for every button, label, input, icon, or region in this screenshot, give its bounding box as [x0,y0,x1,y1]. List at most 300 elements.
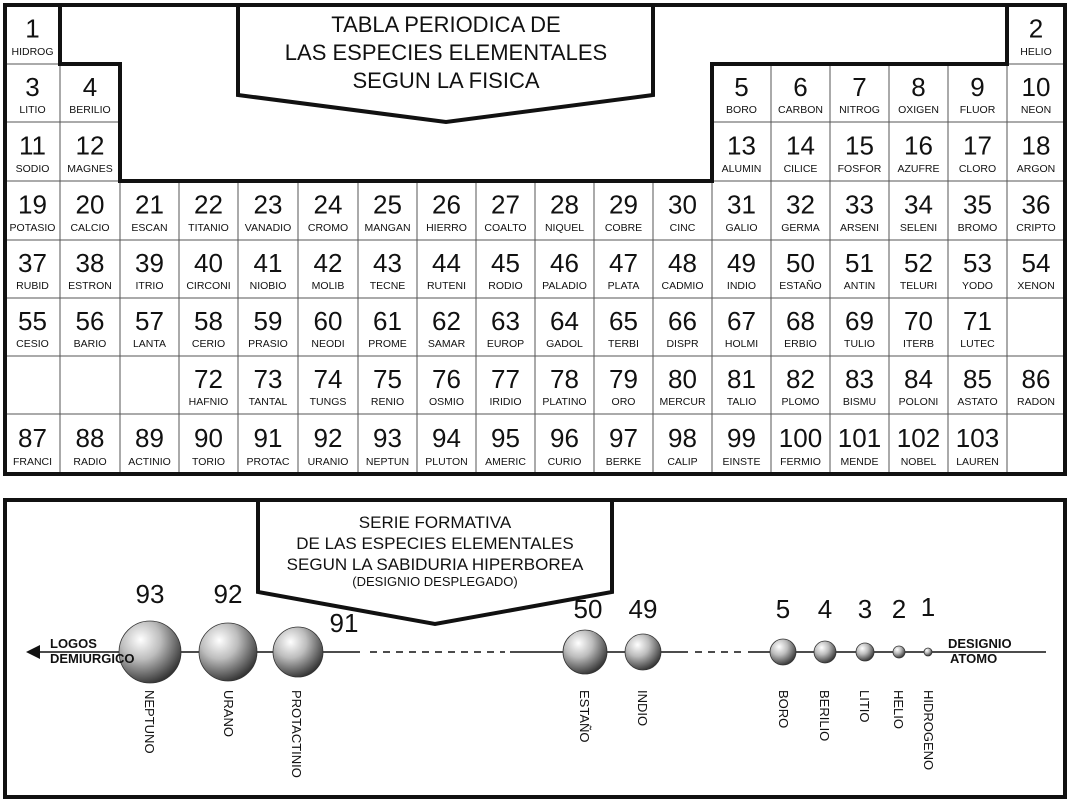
element-cell [238,298,298,356]
element-name: COALTO [484,222,527,234]
element-name: CESIO [16,338,49,350]
element-name: XENON [1017,280,1055,292]
sphere-number: 2 [891,594,907,624]
element-name: LANTA [132,338,167,350]
element-cell [358,414,417,474]
element-cell [948,64,1007,122]
element-number: 23 [253,189,283,220]
element-number: 66 [668,305,697,336]
element-name: TECNE [369,280,406,292]
element-name: FRANCI [12,456,53,468]
element-number: 28 [550,189,579,220]
element-cell [358,356,417,414]
element-cell [417,240,476,298]
element-cell [120,356,179,414]
element-name: NOBEL [900,456,937,468]
sphere-name: NEPTUNO [142,690,157,754]
element-number: 50 [786,247,815,278]
logos-label-line-2: DEMIURGICO [50,651,135,666]
element-cell [535,356,594,414]
element-number: 102 [896,423,941,453]
element-number: 48 [668,247,697,278]
element-number: 81 [727,363,756,394]
element-number: 9 [970,71,985,102]
element-cell [948,356,1007,414]
element-cell [476,356,535,414]
element-name: CINC [669,222,696,234]
element-cell [712,64,771,122]
element-number: 101 [837,423,882,453]
series-title-line-2: DE LAS ESPECIES ELEMENTALES [296,534,574,553]
element-name: AMERIC [485,456,526,468]
element-name: MERCUR [659,396,706,408]
element-number: 90 [194,423,223,453]
element-cell [60,356,120,414]
element-number: 59 [253,305,283,336]
element-name: BERKE [605,456,642,468]
element-name: CROMO [307,222,349,234]
table-title-line-3: SEGUN LA FISICA [352,68,540,93]
element-cell [830,414,889,474]
element-number: 64 [550,305,579,336]
element-cell [712,181,771,240]
element-cell [889,64,948,122]
element-number: 100 [778,423,823,453]
element-cell [5,356,60,414]
element-cell [535,240,594,298]
element-number: 88 [75,423,105,453]
element-cell [535,181,594,240]
element-number: 24 [313,189,343,220]
table-title-line-2: LAS ESPECIES ELEMENTALES [284,40,608,65]
element-name: TELURI [899,280,938,292]
element-number: 5 [734,71,749,102]
element-sphere [856,594,874,723]
element-name: NEODI [311,338,345,350]
element-cell [889,414,948,474]
element-name: ORO [611,396,636,408]
element-number: 29 [609,189,638,220]
element-name: MENDE [840,456,879,468]
element-name: HAFNIO [188,396,229,408]
sphere-name: BERILIO [817,690,832,742]
element-number: 93 [373,423,402,453]
element-cell [476,181,535,240]
element-name: PALADIO [542,280,587,292]
element-name: ITRIO [135,280,164,292]
sphere-number: 4 [817,594,833,624]
element-cell [948,414,1007,474]
element-number: 8 [911,71,926,102]
element-cell [5,5,60,64]
element-name: MAGNES [67,163,113,175]
element-number: 30 [668,189,697,220]
element-cell [594,298,653,356]
element-number: 87 [18,423,47,453]
sphere-name: HELIO [891,690,906,730]
element-cell [771,356,830,414]
element-cell [1007,298,1065,356]
element-name: HIERRO [426,222,467,234]
formative-series-diagram [0,490,1070,800]
element-number: 79 [609,363,638,394]
element-number: 73 [253,363,283,394]
element-name: FERMIO [780,456,821,468]
element-name: CIRCONI [186,280,231,292]
element-cell [712,122,771,181]
element-name: RUBID [16,280,49,292]
element-number: 27 [491,189,520,220]
sphere-name: URANO [221,690,236,737]
element-cell [948,122,1007,181]
sphere-icon [770,639,796,665]
sphere-number: 3 [857,594,873,624]
element-cell [5,240,60,298]
element-name: SELENI [899,222,938,234]
element-name: ERBIO [784,338,817,350]
element-number: 96 [550,423,579,453]
element-number: 84 [904,363,933,394]
sphere-name: ESTAÑO [577,690,592,743]
element-number: 43 [373,247,402,278]
element-cell [298,356,358,414]
element-number: 75 [373,363,402,394]
element-number: 35 [963,189,992,220]
element-name: CALIP [667,456,698,468]
series-title-line-3: SEGUN LA SABIDURIA HIPERBOREA [286,555,584,574]
element-name: NEPTUN [365,456,410,468]
element-number: 10 [1021,71,1051,102]
element-cell [653,414,712,474]
element-number: 12 [75,130,105,161]
element-cell [417,414,476,474]
element-number: 60 [313,305,343,336]
element-number: 41 [253,247,283,278]
element-number: 4 [82,71,98,102]
element-number: 22 [194,189,223,220]
element-name: BARIO [73,338,107,350]
element-cell [298,298,358,356]
element-name: RUTENI [426,280,467,292]
element-cell [417,356,476,414]
element-cell [120,298,179,356]
element-name: ARGON [1016,163,1056,175]
element-cell [830,356,889,414]
element-name: RODIO [488,280,523,292]
element-number: 17 [963,130,992,161]
element-number: 33 [845,189,874,220]
element-cell [948,240,1007,298]
element-number: 31 [727,189,756,220]
designio-label-line-1: DESIGNIO [948,636,1012,651]
sphere-icon [273,627,323,677]
element-name: RADON [1017,396,1055,408]
element-name: ESCAN [131,222,168,234]
element-number: 68 [786,305,815,336]
element-name: CALCIO [70,222,110,234]
element-number: 26 [432,189,461,220]
sphere-icon [563,630,607,674]
element-name: BISMU [842,396,877,408]
element-cell [535,298,594,356]
element-cell [653,240,712,298]
element-number: 7 [852,71,867,102]
element-cell [120,240,179,298]
element-name: INDIO [726,280,757,292]
element-name: YODO [962,280,993,292]
element-cell [298,414,358,474]
element-number: 83 [845,363,874,394]
element-name: FLUOR [959,104,996,116]
element-name: EUROP [486,338,525,350]
element-name: ITERB [903,338,934,350]
element-cell [830,181,889,240]
element-name: PLOMO [781,396,820,408]
element-number: 21 [135,189,164,220]
element-number: 45 [491,247,520,278]
element-cell [60,122,120,181]
element-name: TALIO [726,396,757,408]
element-name: LUTEC [960,338,995,350]
element-cell [1007,414,1065,474]
element-number: 42 [313,247,343,278]
element-number: 36 [1021,189,1051,220]
sphere-number: 92 [213,579,243,609]
element-name: FOSFOR [837,163,882,175]
element-cell [771,414,830,474]
element-number: 77 [491,363,520,394]
sphere-number: 93 [135,579,165,609]
element-cell [5,298,60,356]
element-name: RENIO [370,396,405,408]
element-cell [889,240,948,298]
element-cell [594,356,653,414]
element-cell [830,240,889,298]
element-number: 13 [727,130,756,161]
element-cell [889,181,948,240]
element-name: CURIO [547,456,582,468]
element-number: 69 [845,305,874,336]
sphere-number: 91 [329,608,359,638]
element-name: AZUFRE [897,163,940,175]
element-name: TORIO [191,456,226,468]
element-cell [120,181,179,240]
element-number: 39 [135,247,164,278]
element-cell [298,181,358,240]
element-number: 15 [845,130,874,161]
element-cell [179,356,238,414]
element-number: 40 [194,247,223,278]
element-name: ARSENI [839,222,880,234]
element-name: OXIGEN [898,104,939,116]
element-number: 61 [373,305,402,336]
element-name: LITIO [19,104,46,116]
element-name: VANADIO [244,222,292,234]
element-cell [771,240,830,298]
element-name: HIDROG [11,46,54,58]
element-number: 82 [786,363,815,394]
element-name: CERIO [191,338,226,350]
element-name: OSMIO [428,396,465,408]
element-number: 55 [18,305,47,336]
element-name: CADMIO [661,280,704,292]
element-number: 25 [373,189,402,220]
element-name: COBRE [604,222,643,234]
element-number: 16 [904,130,933,161]
element-number: 67 [727,305,756,336]
element-cell [594,414,653,474]
element-cell [179,414,238,474]
element-cell [535,414,594,474]
element-number: 89 [135,423,164,453]
element-number: 80 [668,363,697,394]
element-cell [712,414,771,474]
element-number: 56 [75,305,105,336]
element-cell [417,181,476,240]
element-number: 99 [727,423,756,453]
element-number: 11 [19,130,46,161]
element-cell [889,122,948,181]
element-number: 71 [963,305,992,336]
element-name: BERILIO [69,104,111,116]
element-cell [594,181,653,240]
sphere-name: LITIO [857,690,872,723]
sphere-icon [856,643,874,661]
element-cell [948,298,1007,356]
sphere-name: BORO [776,690,791,729]
series-subtitle: (DESIGNIO DESPLEGADO) [352,574,518,589]
element-name: EINSTE [722,456,761,468]
element-name: SODIO [15,163,50,175]
element-name: ESTAÑO [779,280,822,292]
sphere-icon [924,648,932,656]
element-cell [60,298,120,356]
element-name: PLATA [607,280,640,292]
element-name: LAUREN [956,456,999,468]
sphere-icon [814,641,836,663]
logos-label-line-1: LOGOS [50,636,97,651]
element-cell [771,181,830,240]
element-cell [1007,64,1065,122]
element-number: 92 [313,423,343,453]
element-name: CRIPTO [1016,222,1056,234]
element-name: CLORO [958,163,997,175]
element-name: GERMA [781,222,820,234]
element-cell [60,240,120,298]
element-cell [771,298,830,356]
element-number: 52 [904,247,933,278]
element-number: 62 [432,305,461,336]
element-number: 78 [550,363,579,394]
element-number: 32 [786,189,815,220]
element-number: 94 [432,423,461,453]
element-cell [60,64,120,122]
element-cell [476,298,535,356]
element-name: IRIDIO [489,396,522,408]
element-number: 76 [432,363,461,394]
element-cell [476,414,535,474]
sphere-name: HIDROGENO [921,690,936,771]
element-name: BORO [726,104,757,116]
element-name: GADOL [546,338,583,350]
element-number: 20 [75,189,105,220]
element-name: URANIO [307,456,349,468]
element-cell [771,122,830,181]
element-name: ESTRON [68,280,112,292]
element-name: RADIO [73,456,107,468]
element-cell [5,414,60,474]
element-name: NIQUEL [544,222,585,234]
element-cell [358,298,417,356]
element-number: 19 [18,189,47,220]
element-name: PRASIO [248,338,288,350]
element-number: 57 [135,305,164,336]
element-cell [238,240,298,298]
element-number: 38 [75,247,105,278]
element-number: 70 [904,305,933,336]
element-name: ANTIN [843,280,876,292]
element-cell [889,298,948,356]
element-number: 1 [25,13,40,44]
element-name: POLONI [898,396,939,408]
element-number: 58 [194,305,223,336]
element-cell [1007,181,1065,240]
element-cell [653,298,712,356]
element-cell [238,181,298,240]
element-number: 53 [963,247,992,278]
element-number: 49 [727,247,756,278]
sphere-number: 49 [628,594,658,624]
element-cell [712,298,771,356]
element-name: BROMO [957,222,998,234]
element-cell [179,240,238,298]
element-cell [60,414,120,474]
element-name: TERBI [608,338,639,350]
element-number: 72 [194,363,223,394]
element-name: NITROG [839,104,880,116]
element-name: ASTATO [957,396,998,408]
element-cell [653,181,712,240]
element-number: 44 [432,247,461,278]
element-cell [830,122,889,181]
element-name: PLATINO [542,396,587,408]
element-number: 98 [668,423,697,453]
element-name: PLUTON [425,456,468,468]
element-name: NEON [1020,104,1052,116]
element-cell [594,240,653,298]
element-name: GALIO [725,222,758,234]
element-cell [417,298,476,356]
element-name: PROME [368,338,407,350]
element-name: TUNGS [309,396,347,408]
element-number: 6 [793,71,808,102]
element-number: 97 [609,423,638,453]
element-cell [1007,356,1065,414]
sphere-number: 5 [775,594,791,624]
element-name: MANGAN [364,222,411,234]
element-cell [358,240,417,298]
element-cell [238,356,298,414]
element-cell [5,122,60,181]
element-cell [1007,122,1065,181]
element-cell [238,414,298,474]
element-name: DISPR [666,338,699,350]
element-number: 54 [1021,247,1051,278]
element-number: 3 [25,71,40,102]
table-title-line-1: TABLA PERIODICA DE [331,12,561,37]
sphere-icon [625,634,661,670]
element-cell [771,64,830,122]
